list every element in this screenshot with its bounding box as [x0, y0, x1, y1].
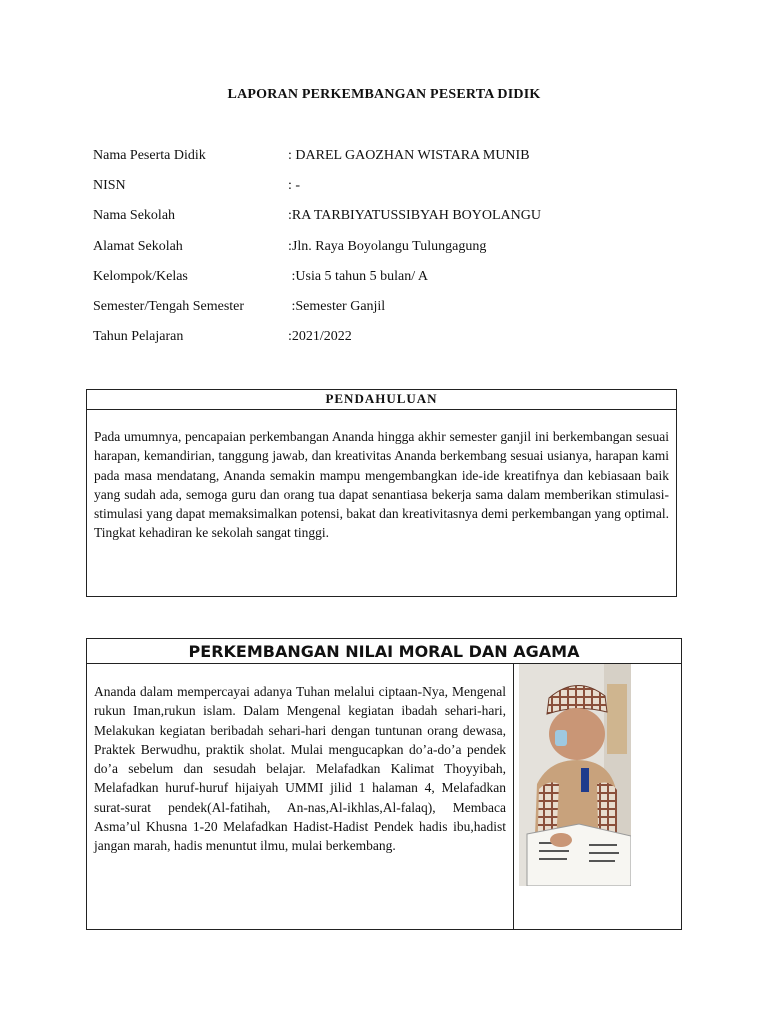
info-value: :RA TARBIYATUSSIBYAH BOYOLANGU	[288, 208, 541, 224]
moral-body	[87, 664, 681, 930]
moral-text: Ananda dalam mempercayai adanya Tuhan melalui ciptaan-Nya, Mengenal rukun Iman,rukun islam. Dalam Mengenal kegiatan ibadah sehari-hari, Melakukan kegiatan beribadah sehari-hari dengan tuntunan orang dewasa, Praktek Berwudhu, praktik sholat. Mulai mengucapkan do’a-do’a pendek do’a sebelum dan sesudah belajar. Melafadkan Kalimat Thoyyibah, Melafadkan huruf-huruf hijaiyah UMMI jilid 1 halaman 4, Melafadkan surat-surat pendek(Al-fatihah, An-nas,Al-ikhlas,Al-falaq), Membaca Asma’ul Khusna 1-20 Melafadkan Hadist-Hadist Pendek hadis ibu,hadist jangan marah, hadis menuntut ilmu, mulai berkembang.	[94, 684, 506, 854]
info-label: Kelompok/Kelas	[93, 268, 188, 284]
page-title: LAPORAN PERKEMBANGAN PESERTA DIDIK	[227, 87, 541, 102]
intro-text: Pada umumnya, pencapaian perkembangan Ananda hingga akhir semester ganjil ini berkembangan sesuai harapan, kemandirian, tanggung jawab, dan kreativitas Ananda berkembang sesuai usianya, harapan kami pada masa mendatang, Ananda semakin mampu mengembangkan ide-ide kreatifnya dan kebiasaan baik yang sudah ada, semoga guru dan orang tua dapat senantiasa bekerja sama dalam memberikan stimulasi-stimulasi yang dapat memaksimalkan potensi, bakat dan kreativitasnya demi perkembangan yang optimal. Tingkat kehadiran ke sekolah sangat tinggi.	[94, 429, 669, 541]
info-value: :Jln. Raya Boyolangu Tulungagung	[288, 238, 487, 254]
student-photo	[519, 664, 631, 886]
info-label: Nama Peserta Didik	[93, 148, 206, 163]
info-value: :Usia 5 tahun 5 bulan/ A	[288, 268, 428, 284]
info-value: : -	[288, 178, 301, 194]
student-photo-illustration	[519, 664, 631, 886]
intro-heading: PENDAHULUAN	[87, 390, 676, 410]
moral-religion-section	[86, 638, 682, 930]
info-label: Semester/Tengah Semester	[93, 298, 245, 314]
info-value: : DAREL GAOZHAN WISTARA MUNIB	[288, 148, 530, 163]
column-divider	[513, 664, 514, 930]
moral-heading: PERKEMBANGAN NILAI MORAL DAN AGAMA	[87, 639, 681, 664]
info-label: Alamat Sekolah	[93, 238, 183, 254]
info-value: :Semester Ganjil	[288, 298, 386, 314]
intro-section	[86, 389, 677, 597]
info-label: Nama Sekolah	[93, 208, 176, 224]
info-label: NISN	[93, 178, 126, 194]
info-value: :2021/2022	[288, 329, 352, 345]
info-label: Tahun Pelajaran	[93, 329, 184, 345]
